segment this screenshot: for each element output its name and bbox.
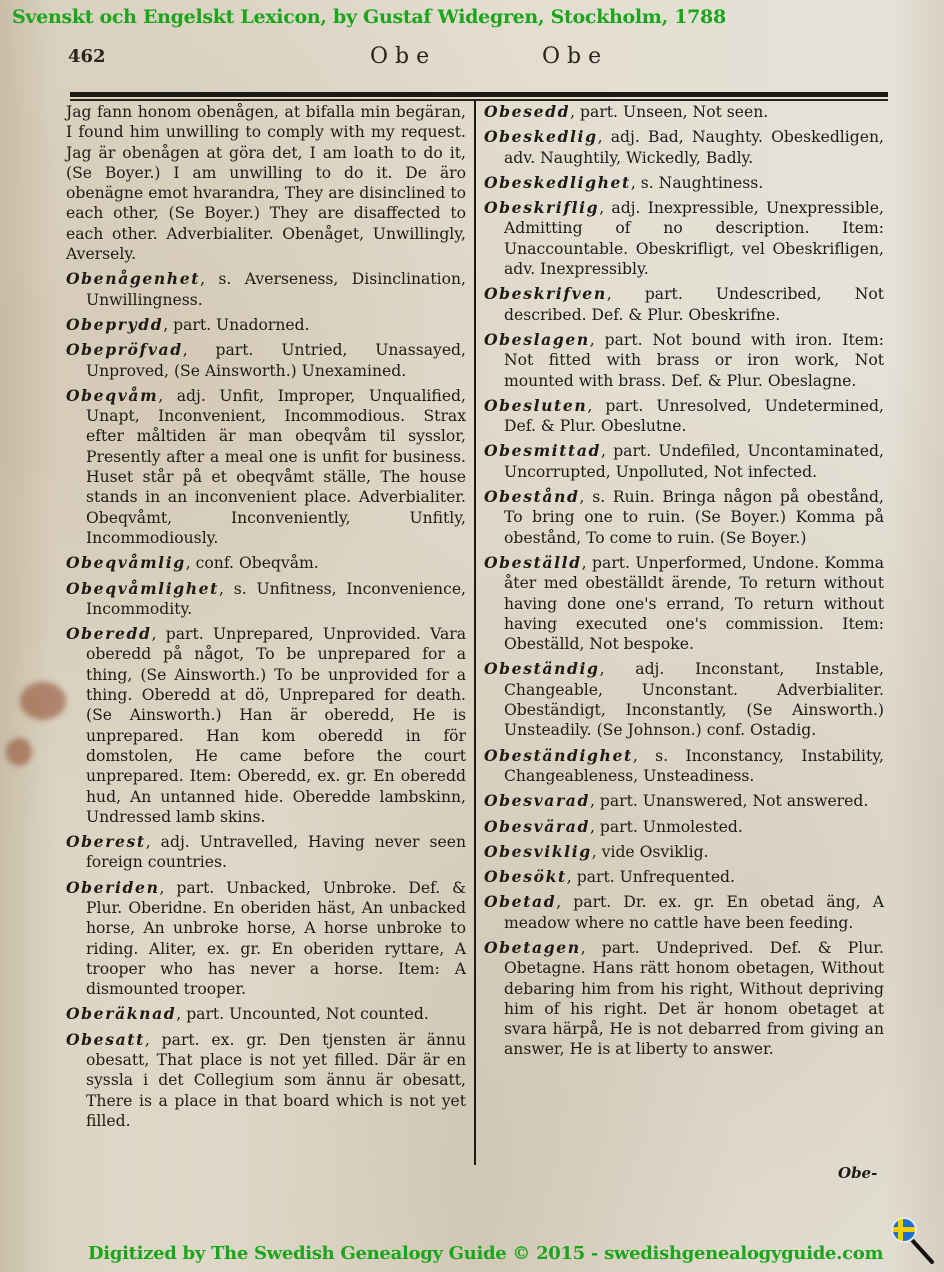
entry-headword: Obeqvåmlig [66, 553, 186, 573]
entry-definition: , part. Unseen, Not seen. [570, 103, 769, 121]
entry-definition: , s. Unfitness, Inconvenience, Incommodity. [86, 579, 466, 618]
entry-definition: , s. Averseness, Disinclination, Unwillingness. [86, 270, 466, 309]
entry-definition: , part. Unprepared, Unprovided. Vara oberedd på något, To be unprepared for a thing, (Se Ainsworth.) To be unprovided for a thing. Oberedd at dö, Unprepared for death. (Se Ainsworth.) Han är oberedd, He is unprepared. Han kom oberedd in för domstolen, He came before the court unprepared. Item: Oberedd, ex. gr. En oberedd hud, An untanned hide. Oberedde lambskinn, Undressed lamb skins. [86, 625, 466, 826]
dictionary-entry [484, 396, 884, 437]
entry-definition: , vide Osviklig. [591, 842, 709, 861]
dictionary-entry [484, 553, 884, 654]
entry-headword: Obeständighet [484, 745, 633, 765]
dictionary-entry [484, 791, 884, 811]
entry-definition: , part. Unadorned. [163, 315, 310, 334]
entry-headword: Obeskrifven [484, 284, 607, 304]
ink-stain [20, 682, 66, 720]
entry-headword: Obesatt [66, 1029, 145, 1049]
dictionary-entry [484, 198, 884, 279]
dictionary-entry [66, 832, 466, 873]
entry-headword: Obepröfvad [66, 340, 183, 360]
catchword: Obe- [838, 1164, 878, 1182]
entry-definition: , adj. Untravelled, Having never seen foreign countries. [86, 833, 466, 872]
entry-definition: , part. ex. gr. Den tjensten är ännu obesatt, That place is not yet filled. Där är en syssla i det Collegium som ännu är obesatt, There is a place in that board which is not yet filled. [86, 1030, 466, 1130]
dictionary-entry [484, 102, 884, 122]
dictionary-entry [484, 817, 884, 837]
entry-headword: Oberedd [66, 624, 152, 644]
dictionary-entry [66, 553, 466, 573]
entry-headword: Obeqvåm [66, 385, 159, 405]
entry-headword: Obestånd [484, 487, 580, 507]
swedish-flag-magnifier-icon[interactable] [888, 1214, 940, 1266]
entry-headword: Obeslagen [484, 329, 590, 349]
entry-headword: Obetagen [484, 937, 581, 957]
entry-definition: , s. Ruin. Bringa någon på obestånd, To bring one to ruin. (Se Boyer.) Komma på obestånd, To come to ruin. (Se Boyer.) [504, 488, 884, 547]
entry-definition: Jag fann honom obenågen, at bifalla min begäran, I found him unwilling to comply with my request. Jag är obenågen at göra det, I am loath to do it, (Se Boyer.) I am unwilling to do it. De äro obenägne emot hvarandra, They are disinclined to each other, (Se Boyer.) They are disaffected to each other. Adverbialiter. Obenåget, Unwillingly, Aversely. [66, 103, 466, 264]
dictionary-entry [484, 892, 884, 933]
entry-definition: , adj. Inexpressible, Unexpressible, Admitting of no description. Item: Unaccountable. Obeskrifligt, vel Obeskrifligen, adv. Inexpressibly. [504, 199, 884, 279]
entry-definition: , part. Unperformed, Undone. Komma åter med obeställdt ärende, To return without having done one's errand, To return without having executed one's commission. Item: Obeställd, Not bespoke. [504, 553, 884, 654]
entry-headword: Obesviklig [484, 841, 592, 861]
entry-definition: , adj. Bad, Naughty. Obeskedligen, adv. Naughtily, Wickedly, Badly. [504, 128, 884, 167]
entry-definition: , part. Unmolested. [589, 817, 743, 836]
header-rule-thick [70, 92, 888, 97]
entry-headword: Obesluten [484, 395, 588, 415]
entry-headword: Obesvarad [484, 791, 590, 811]
dictionary-entry [484, 746, 884, 787]
entry-headword: Oberest [66, 832, 146, 852]
dictionary-entry [66, 1004, 466, 1024]
entry-headword: Obeskedlig [484, 127, 598, 147]
dictionary-entry [484, 284, 884, 325]
dictionary-entry [484, 867, 884, 887]
entry-definition: , part. Unbacked, Unbroke. Def. & Plur. Oberidne. En oberiden häst, An unbacked horse, An unbroke horse, A horse unbroke to riding. Aliter, ex. gr. En oberiden ryttare, A trooper who has never a horse. Item: A dismounted trooper. [86, 878, 466, 999]
entry-definition: , part. Dr. ex. gr. En obetad äng, A meadow where no cattle have been feeding. [504, 893, 884, 932]
entry-headword: Obeställd [484, 552, 582, 572]
entry-definition: , adj. Unfit, Improper, Unqualified, Unapt, Inconvenient, Incommodious. Strax efter måltiden är man obeqvåm til sysslor, Presently after a meal one is unfit for business. Huset står på et obeqvåmt ställe, The house stands in an inconvenient place. Adverbialiter. Obeqvåmt, Inconveniently, Unfitly, Incommodiously. [86, 386, 466, 547]
entry-headword: Obeskedlighet [484, 172, 631, 192]
dictionary-entry [484, 842, 884, 862]
entry-definition: , s. Naughtiness. [630, 173, 764, 192]
dictionary-entry [66, 340, 466, 381]
dictionary-entry [484, 938, 884, 1060]
entry-definition: , part. Uncounted, Not counted. [176, 1005, 429, 1024]
header-rule-thin [70, 99, 888, 101]
ink-stain [6, 738, 32, 766]
entry-definition: , part. Undeprived. Def. & Plur. Obetagne. Hans rätt honom obetagen, Without debaring him from his right, Without depriving him of his right. Det är honom obetaget at svara härpå, He is not debarred from giving an answer, He is at liberty to answer. [504, 938, 884, 1059]
dictionary-entry [484, 441, 884, 482]
dictionary-entry [66, 386, 466, 548]
right-column [484, 102, 884, 1065]
entry-headword: Obesvärad [484, 816, 590, 836]
dictionary-entry [66, 878, 466, 1000]
dictionary-entry [484, 127, 884, 168]
entry-definition: , part. Not bound with iron. Item: Not fitted with brass or iron work, Not mounted with brass. Def. & Plur. Obeslagne. [504, 330, 884, 390]
dictionary-entry [484, 173, 884, 193]
dictionary-entry [66, 624, 466, 827]
entry-definition: , conf. Obeqvåm. [185, 554, 319, 573]
entry-definition: , part. Undefiled, Uncontaminated, Uncorrupted, Unpolluted, Not infected. [504, 442, 884, 481]
page-number: 462 [68, 46, 106, 67]
left-column [66, 102, 466, 1136]
dictionary-entry [66, 579, 466, 620]
entry-headword: Obesmittad [484, 441, 602, 461]
guide-word-left: Obe [370, 44, 437, 69]
guide-word-right: Obe [542, 44, 609, 69]
entry-headword: Oberiden [66, 877, 160, 897]
dictionary-entry [66, 102, 466, 264]
running-head [68, 44, 888, 74]
entry-headword: Obetad [484, 892, 557, 912]
dictionary-entry [484, 487, 884, 548]
source-banner: Svenskt och Engelskt Lexicon, by Gustaf Widegren, Stockholm, 1788 [12, 6, 726, 28]
dictionary-entry [484, 330, 884, 391]
entry-headword: Obeprydd [66, 314, 164, 334]
entry-headword: Obesökt [484, 867, 567, 887]
entry-definition: , part. Undescribed, Not described. Def. & Plur. Obeskrifne. [504, 285, 884, 324]
entry-definition: , part. Unresolved, Undetermined, Def. & Plur. Obeslutne. [504, 396, 884, 436]
entry-definition: , part. Untried, Unassayed, Unproved, (Se Ainsworth.) Unexamined. [86, 341, 466, 380]
dictionary-entry [66, 315, 466, 335]
entry-definition: , s. Inconstancy, Instability, Changeableness, Unsteadiness. [504, 746, 884, 785]
entry-headword: Obeskriflig [484, 198, 600, 218]
entry-headword: Obeständig [484, 659, 600, 679]
column-separator [474, 101, 476, 1165]
footer-credit: Digitized by The Swedish Genealogy Guide © 2015 - swedishgenealogyguide.com [88, 1243, 884, 1264]
entry-headword: Obeqvåmlighet [66, 578, 219, 598]
dictionary-entry [66, 1030, 466, 1131]
dictionary-entry [66, 269, 466, 310]
dictionary-entry [484, 659, 884, 740]
entry-headword: Obesedd [484, 102, 571, 121]
entry-headword: Oberäknad [66, 1004, 177, 1024]
entry-definition: , adj. Inconstant, Instable, Changeable, Unconstant. Adverbialiter. Obeständigt, Inconstantly, (Se Ainsworth.) Unsteadily. (Se Johnson.) conf. Ostadig. [504, 660, 884, 740]
entry-definition: , part. Unanswered, Not answered. [589, 792, 869, 811]
entry-headword: Obenågenhet [66, 269, 201, 289]
entry-definition: , part. Unfrequented. [566, 868, 735, 887]
